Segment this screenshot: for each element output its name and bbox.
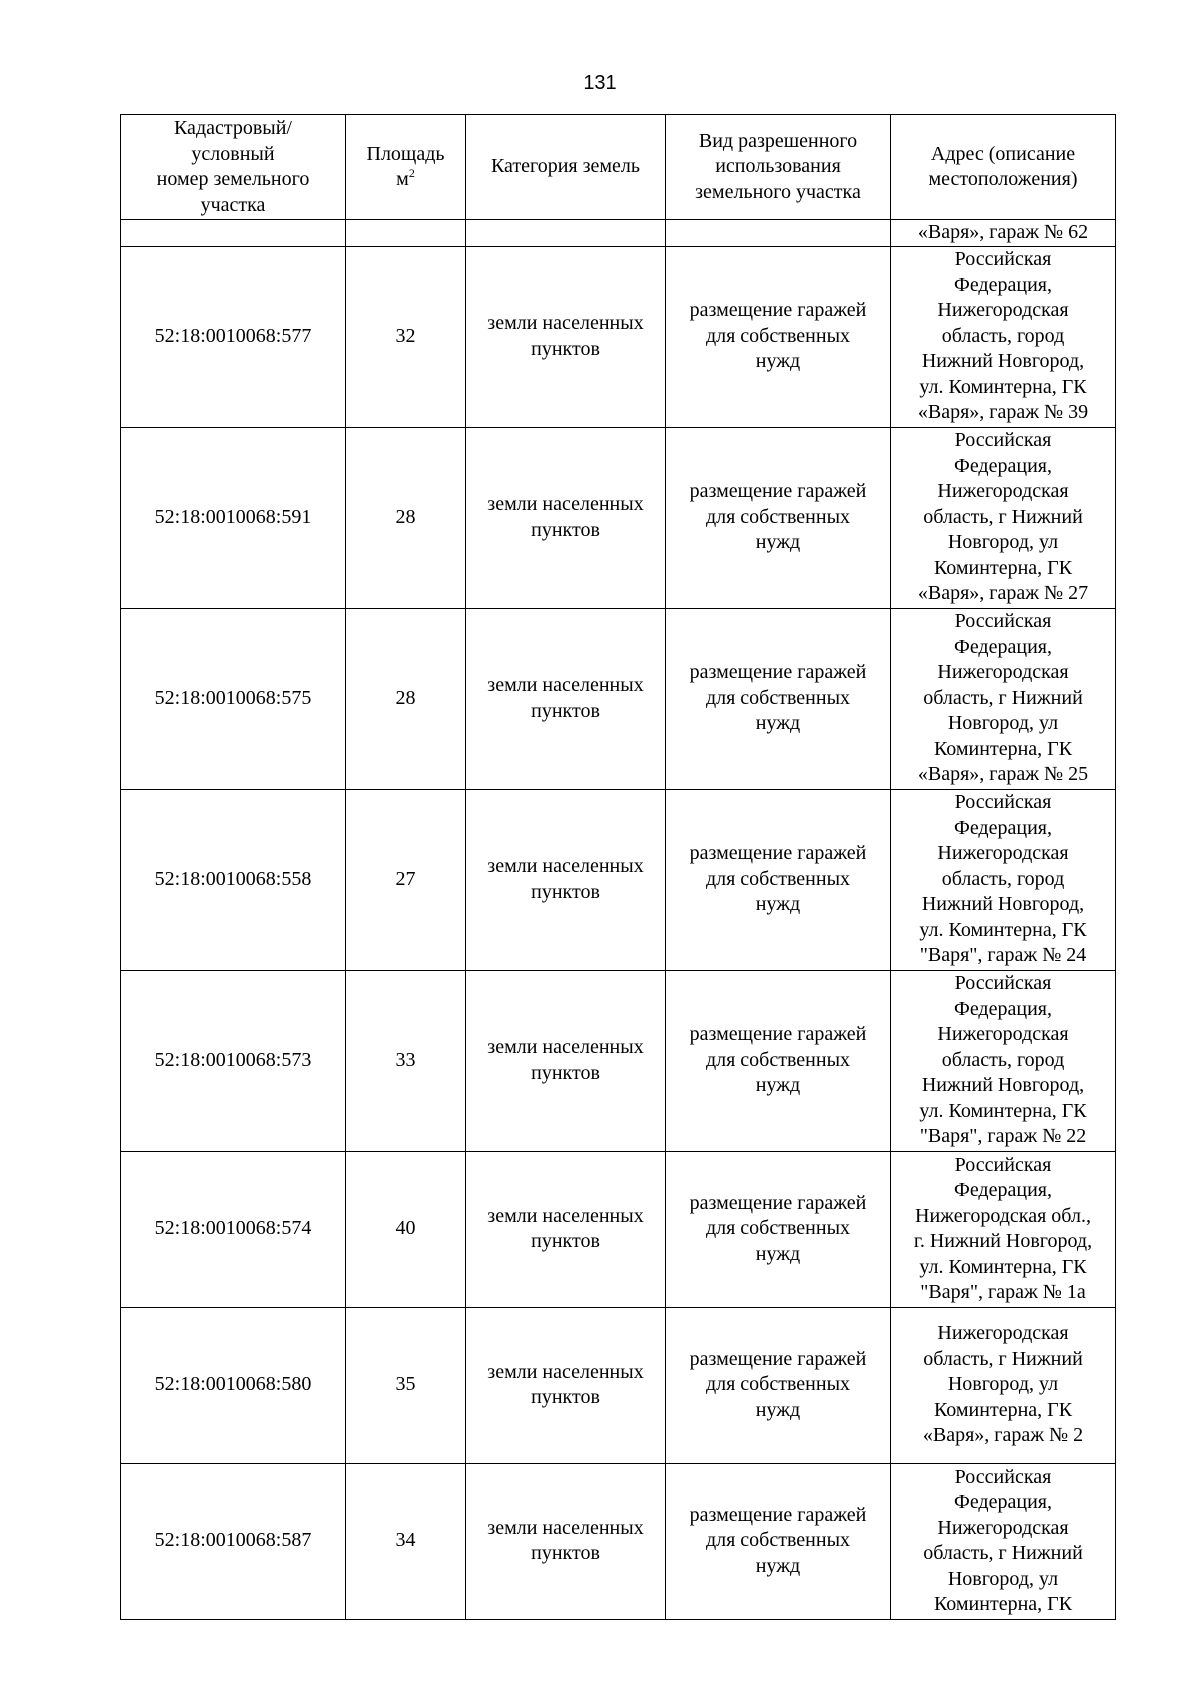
- address-line: Нижегородская: [937, 480, 1069, 503]
- address-line: "Варя", гараж № 24: [919, 944, 1087, 967]
- cell-area: 34: [346, 1463, 466, 1619]
- header-line: земельного участка: [695, 180, 861, 203]
- header-line: условный: [191, 142, 275, 165]
- text-line: размещение гаражей: [689, 299, 867, 322]
- text-line: размещение гаражей: [689, 480, 867, 503]
- cell-address: [891, 427, 1116, 608]
- address-line: Нижний Новгород,: [921, 350, 1085, 373]
- header-cadastral-number: [121, 115, 346, 220]
- text-line: для собственных: [705, 1529, 851, 1552]
- address-line: Нижегородская обл.,: [915, 1204, 1091, 1227]
- cell-permitted-use: [666, 608, 891, 789]
- cell-area: 27: [346, 789, 466, 970]
- cell-cadastral-number: [121, 220, 346, 247]
- text-line: земли населенных: [487, 855, 644, 877]
- text-line: размещение гаражей: [689, 1191, 867, 1214]
- cell-area: 33: [346, 970, 466, 1151]
- cell-address: [891, 1307, 1116, 1463]
- cell-area: 28: [346, 608, 466, 789]
- address-line: ул. Коминтерна, ГК: [919, 1255, 1087, 1278]
- cell-address: [891, 1463, 1116, 1619]
- header-line: Кадастровый/: [173, 117, 292, 139]
- cell-permitted-use: [666, 1307, 891, 1463]
- cell-cadastral-number: 52:18:0010068:574: [121, 1151, 346, 1307]
- header-line: Вид разрешенного: [698, 129, 858, 152]
- area-unit-superscript: 2: [408, 166, 415, 180]
- cell-address: [891, 246, 1116, 427]
- cell-category: [466, 1307, 666, 1463]
- cell-cadastral-number: 52:18:0010068:577: [121, 246, 346, 427]
- text-line: нужд: [755, 1242, 801, 1265]
- address-line: Нижегородская: [937, 661, 1069, 684]
- text-line: размещение гаражей: [689, 661, 867, 684]
- address-line: Новгород, ул: [947, 1567, 1059, 1590]
- address-line: Федерация,: [954, 454, 1052, 477]
- address-line: ул. Коминтерна, ГК: [919, 375, 1087, 398]
- address-line: область, г Нижний: [923, 505, 1083, 528]
- header-area-unit: [349, 167, 462, 193]
- cell-cadastral-number: 52:18:0010068:558: [121, 789, 346, 970]
- table-row: [121, 970, 1116, 1151]
- text-line: размещение гаражей: [689, 1347, 867, 1370]
- text-line: пунктов: [531, 518, 600, 541]
- address-line: область, город: [941, 867, 1065, 890]
- address-line: область, г Нижний: [923, 1542, 1083, 1564]
- table-row: [121, 1307, 1116, 1463]
- address-line: Федерация,: [954, 997, 1052, 1020]
- table-row: [121, 608, 1116, 789]
- cell-category: [466, 1151, 666, 1307]
- text-line: пунктов: [531, 699, 600, 722]
- cell-address: [891, 220, 1116, 247]
- address-line: «Варя», гараж № 27: [917, 582, 1089, 605]
- address-line: «Варя», гараж № 25: [917, 763, 1089, 786]
- cell-cadastral-number: 52:18:0010068:591: [121, 427, 346, 608]
- header-line: номер земельного: [156, 168, 310, 190]
- text-line: пунктов: [531, 1230, 600, 1252]
- cell-category: [466, 427, 666, 608]
- text-line: нужд: [755, 893, 801, 916]
- address-line: Нижегородская: [937, 842, 1069, 865]
- address-line: Российская: [954, 791, 1052, 814]
- address-line: "Варя", гараж № 22: [919, 1125, 1087, 1148]
- text-line: для собственных: [705, 505, 851, 528]
- address-line: Российская: [954, 248, 1052, 271]
- address-line: Новгород, ул: [947, 531, 1059, 554]
- cell-permitted-use: [666, 789, 891, 970]
- address-line: Федерация,: [954, 273, 1052, 296]
- address-line: Коминтерна, ГК: [933, 737, 1073, 760]
- cell-category: [466, 789, 666, 970]
- text-line: земли населенных: [487, 1036, 644, 1058]
- table-row: [121, 1151, 1116, 1307]
- cell-category: [466, 1463, 666, 1619]
- header-area: [346, 115, 466, 220]
- cell-area: 35: [346, 1307, 466, 1463]
- address-line: Коминтерна, ГК: [933, 556, 1073, 579]
- address-line: "Варя", гараж № 1а: [920, 1281, 1086, 1303]
- address-line: область, г Нижний: [923, 1347, 1083, 1370]
- text-line: нужд: [755, 1074, 801, 1097]
- text-line: земли населенных: [487, 674, 644, 696]
- cell-cadastral-number: 52:18:0010068:580: [121, 1307, 346, 1463]
- header-permitted-use: [666, 115, 891, 220]
- address-line: «Варя», гараж № 62: [917, 221, 1089, 243]
- text-line: для собственных: [705, 867, 851, 890]
- text-line: пунктов: [531, 337, 600, 360]
- cell-cadastral-number: 52:18:0010068:573: [121, 970, 346, 1151]
- continuation-row: [121, 220, 1116, 247]
- text-line: пунктов: [531, 1386, 600, 1408]
- text-line: размещение гаражей: [689, 842, 867, 865]
- address-line: область, г Нижний: [923, 686, 1083, 709]
- table-row: [121, 246, 1116, 427]
- header-address: [891, 115, 1116, 220]
- cell-cadastral-number: 52:18:0010068:587: [121, 1463, 346, 1619]
- address-line: Российская: [954, 429, 1052, 452]
- address-line: область, город: [941, 324, 1065, 347]
- text-line: пунктов: [531, 880, 600, 903]
- address-line: Новгород, ул: [947, 1373, 1059, 1396]
- address-line: Российская: [954, 1465, 1052, 1488]
- text-line: земли населенных: [487, 1204, 644, 1227]
- page-number: 131: [583, 72, 617, 94]
- address-line: Нижегородская: [937, 299, 1069, 322]
- table-row: [121, 427, 1116, 608]
- cell-category: [466, 608, 666, 789]
- address-line: Нижегородская: [937, 1516, 1069, 1539]
- text-line: земли населенных: [487, 1360, 644, 1383]
- cell-permitted-use: [666, 1151, 891, 1307]
- text-line: пунктов: [531, 1061, 600, 1084]
- cell-permitted-use: [666, 970, 891, 1151]
- header-line: местоположения): [928, 168, 1078, 190]
- address-line: Федерация,: [954, 1491, 1052, 1513]
- cell-cadastral-number: 52:18:0010068:575: [121, 608, 346, 789]
- header-line: использования: [715, 155, 841, 178]
- address-line: область, город: [941, 1048, 1065, 1071]
- header-category: [466, 115, 666, 220]
- text-line: для собственных: [705, 1373, 851, 1396]
- address-line: Новгород, ул: [947, 712, 1059, 735]
- header-line: Адрес (описание: [930, 142, 1076, 165]
- text-line: для собственных: [705, 1217, 851, 1240]
- cell-permitted-use: [666, 1463, 891, 1619]
- address-line: Российская: [954, 972, 1052, 995]
- cell-address: [891, 608, 1116, 789]
- cell-permitted-use: [666, 220, 891, 247]
- cell-address: [891, 970, 1116, 1151]
- address-line: Коминтерна, ГК: [933, 1593, 1073, 1615]
- header-line: Категория земель: [490, 155, 641, 178]
- cell-area: 28: [346, 427, 466, 608]
- cell-permitted-use: [666, 246, 891, 427]
- text-line: размещение гаражей: [689, 1503, 867, 1526]
- header-line: участка: [200, 193, 266, 216]
- cell-address: [891, 789, 1116, 970]
- address-line: Нижний Новгород,: [921, 893, 1085, 916]
- text-line: нужд: [755, 531, 801, 554]
- table-row: [121, 789, 1116, 970]
- address-line: Российская: [954, 1153, 1052, 1176]
- address-line: «Варя», гараж № 39: [917, 401, 1089, 424]
- address-line: ул. Коминтерна, ГК: [919, 1099, 1087, 1122]
- text-line: нужд: [755, 350, 801, 373]
- cell-area: 40: [346, 1151, 466, 1307]
- header-line: Площадь: [366, 142, 445, 165]
- text-line: земли населенных: [487, 1516, 644, 1539]
- table-row: [121, 1463, 1116, 1619]
- address-line: Нижний Новгород,: [921, 1074, 1085, 1097]
- text-line: пунктов: [531, 1542, 600, 1564]
- address-line: Российская: [954, 610, 1052, 633]
- land-plots-table: [120, 114, 1116, 1620]
- text-line: для собственных: [705, 1048, 851, 1071]
- area-unit: м: [396, 168, 409, 190]
- cell-category: [466, 970, 666, 1151]
- text-line: нужд: [755, 1398, 801, 1421]
- address-line: Нижегородская: [937, 1023, 1069, 1046]
- text-line: для собственных: [705, 324, 851, 347]
- address-line: Нижегородская: [937, 1322, 1069, 1345]
- address-line: г. Нижний Новгород,: [913, 1230, 1093, 1252]
- address-line: «Варя», гараж № 2: [922, 1424, 1084, 1447]
- cell-area: [346, 220, 466, 247]
- text-line: для собственных: [705, 686, 851, 709]
- address-line: Коминтерна, ГК: [933, 1398, 1073, 1421]
- text-line: размещение гаражей: [689, 1023, 867, 1046]
- cell-category: [466, 220, 666, 247]
- text-line: нужд: [755, 712, 801, 735]
- cell-area: 32: [346, 246, 466, 427]
- cell-address: [891, 1151, 1116, 1307]
- address-line: Федерация,: [954, 635, 1052, 658]
- text-line: земли населенных: [487, 493, 644, 515]
- address-line: ул. Коминтерна, ГК: [919, 918, 1087, 941]
- address-line: Федерация,: [954, 1179, 1052, 1201]
- table-header-row: [121, 115, 1116, 220]
- cell-permitted-use: [666, 427, 891, 608]
- text-line: земли населенных: [487, 312, 644, 334]
- cell-category: [466, 246, 666, 427]
- address-line: Федерация,: [954, 816, 1052, 839]
- text-line: нужд: [755, 1554, 801, 1577]
